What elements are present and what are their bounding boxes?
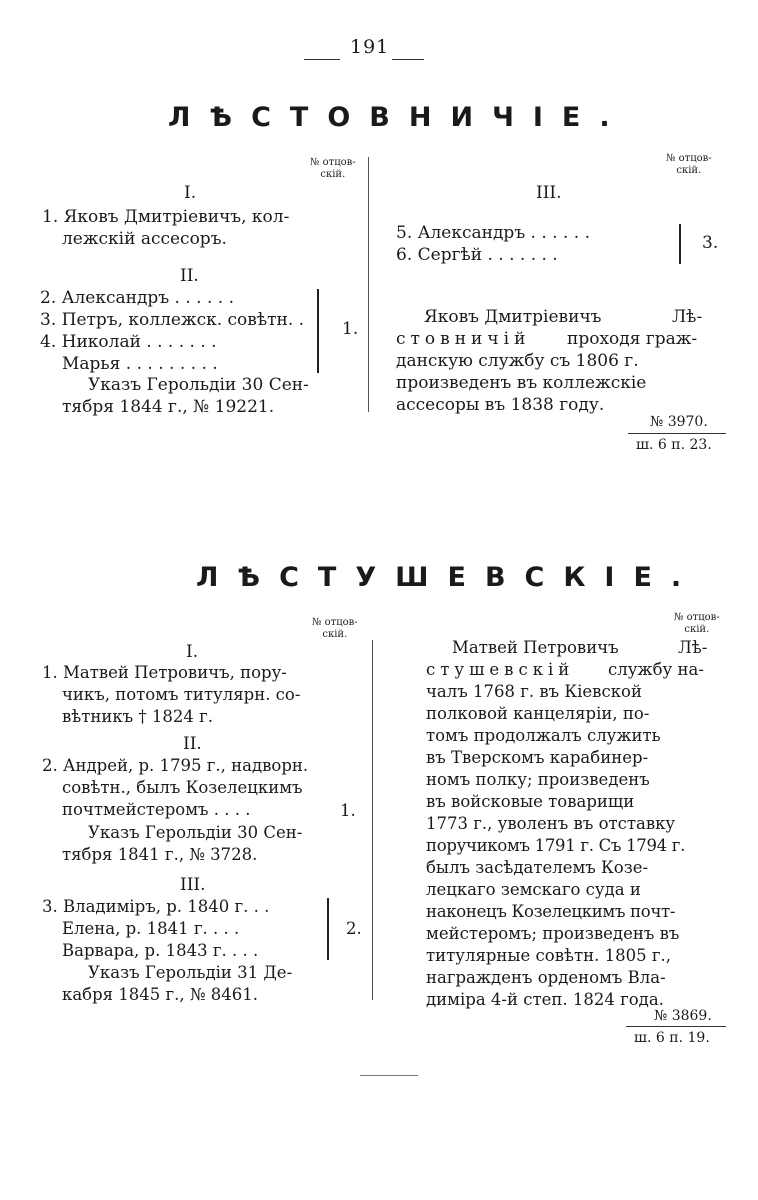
father-number-header: № отцов- скій. xyxy=(310,157,356,180)
reference-rule xyxy=(628,433,726,434)
decree-text-cont: тября 1844 г., № 19221. xyxy=(62,397,275,417)
biography-text: лецкаго земскаго суда и xyxy=(426,880,641,899)
genealogy-entry: 3. Петръ, коллежск. совѣтн. . xyxy=(40,310,305,330)
father-number-header: № отцов- скій. xyxy=(312,617,358,640)
biography-text: ассесоры въ 1838 году. xyxy=(396,395,605,415)
biography-text: произведенъ въ коллежскіе xyxy=(396,373,647,393)
genealogy-entry-cont: лежскій ассесоръ. xyxy=(62,229,227,249)
genealogy-entry: 3. Владиміръ, р. 1840 г. . . xyxy=(42,897,270,916)
column-divider xyxy=(372,640,373,1000)
biography-text: номъ полку; произведенъ xyxy=(426,770,650,789)
decree-text-cont: тября 1841 г., № 3728. xyxy=(62,845,258,864)
genealogy-entry: 2. Андрей, р. 1795 г., надворн. xyxy=(42,756,309,775)
section-title-lestovnichie: ЛѢСТОВНИЧІЕ. xyxy=(168,102,629,133)
reference-rule xyxy=(626,1026,726,1027)
generation-heading: II. xyxy=(180,266,199,286)
archive-shelf-reference: ш. 6 п. 23. xyxy=(636,437,712,453)
decree-text: Указъ Герольдіи 30 Сен- xyxy=(88,375,309,395)
genealogy-entry: Марья . . . . . . . . . xyxy=(62,354,218,374)
biography-text: томъ продолжалъ служить xyxy=(426,726,661,745)
father-number: 2. xyxy=(346,919,362,938)
biography-text: въ войсковые товарищи xyxy=(426,792,635,811)
genealogy-entry-cont: вѣтникъ † 1824 г. xyxy=(62,707,214,726)
biography-text: поручикомъ 1791 г. Съ 1794 г. xyxy=(426,836,686,855)
father-number: 3. xyxy=(702,233,719,253)
father-number-header: № отцов- скій. xyxy=(674,612,720,635)
biography-text: 1773 г., уволенъ въ отставку xyxy=(426,814,676,833)
genealogy-entry: 1. Матвей Петровичъ, пору- xyxy=(42,663,287,682)
page-number: 191 xyxy=(350,36,390,58)
genealogy-entry: 5. Александръ . . . . . . xyxy=(396,223,590,243)
genealogy-entry: Варвара, р. 1843 г. . . . xyxy=(62,941,259,960)
decree-text-cont: кабря 1845 г., № 8461. xyxy=(62,985,259,1004)
generation-heading: I. xyxy=(186,642,199,662)
biography-text: чалъ 1768 г. въ Кіевской xyxy=(426,682,642,701)
father-number: 1. xyxy=(340,801,356,820)
genealogy-entry: 4. Николай . . . . . . . xyxy=(40,332,217,352)
biography-surname-spaced: стушевскій xyxy=(426,660,575,679)
father-number-header: № отцов- скій. xyxy=(666,153,712,176)
biography-text: награжденъ орденомъ Вла- xyxy=(426,968,666,987)
genealogy-entry-cont: чикъ, потомъ титулярн. со- xyxy=(62,685,301,704)
generation-heading: I. xyxy=(184,183,197,203)
archive-shelf-reference: ш. 6 п. 19. xyxy=(634,1030,710,1046)
genealogy-entry: 2. Александръ . . . . . . xyxy=(40,288,234,308)
biography-text: службу на- xyxy=(608,660,704,679)
genealogy-entry: Елена, р. 1841 г. . . . xyxy=(62,919,240,938)
decree-text: Указъ Герольдіи 31 Де- xyxy=(88,963,293,982)
biography-text: титулярные совѣтн. 1805 г., xyxy=(426,946,671,965)
archive-number: № 3869. xyxy=(654,1008,712,1024)
biography-text: Лѣ- xyxy=(678,638,708,657)
end-rule xyxy=(360,1075,418,1076)
genealogy-entry: 1. Яковъ Дмитріевичъ, кол- xyxy=(42,207,290,227)
biography-text: въ Тверскомъ карабинер- xyxy=(426,748,649,767)
biography-text: диміра 4-й степ. 1824 года. xyxy=(426,990,664,1009)
genealogy-entry-cont: почтмейстеромъ . . . . xyxy=(62,800,251,819)
biography-text: Яковъ Дмитріевичъ xyxy=(424,307,602,327)
genealogy-entry-cont: совѣтн., былъ Козелецкимъ xyxy=(62,778,303,797)
biography-text: данскую службу съ 1806 г. xyxy=(396,351,639,371)
sibling-brace xyxy=(679,224,681,264)
genealogy-entry: 6. Сергѣй . . . . . . . xyxy=(396,245,558,265)
generation-heading: III. xyxy=(536,183,562,203)
biography-text: наконецъ Козелецкимъ почт- xyxy=(426,902,676,921)
father-number: 1. xyxy=(342,319,359,339)
column-divider xyxy=(368,157,369,412)
biography-text: мейстеромъ; произведенъ въ xyxy=(426,924,680,943)
sibling-brace xyxy=(317,289,319,373)
biography-surname-spaced: стовничій xyxy=(396,329,531,349)
page-number-rule-left xyxy=(304,59,340,60)
page-number-rule-right xyxy=(392,59,424,60)
decree-text: Указъ Герольдіи 30 Сен- xyxy=(88,823,303,842)
biography-text: былъ засѣдателемъ Козе- xyxy=(426,858,649,877)
biography-text: полковой канцеляріи, по- xyxy=(426,704,650,723)
generation-heading: III. xyxy=(180,875,206,895)
archive-number: № 3970. xyxy=(650,414,708,430)
generation-heading: II. xyxy=(183,734,202,754)
biography-text: Матвей Петровичъ xyxy=(452,638,619,657)
sibling-brace xyxy=(327,898,329,960)
biography-text: проходя граж- xyxy=(567,329,698,349)
section-title-lestushevskie: ЛѢСТУШЕВСКІЕ. xyxy=(196,562,701,593)
biography-text: Лѣ- xyxy=(672,307,703,327)
